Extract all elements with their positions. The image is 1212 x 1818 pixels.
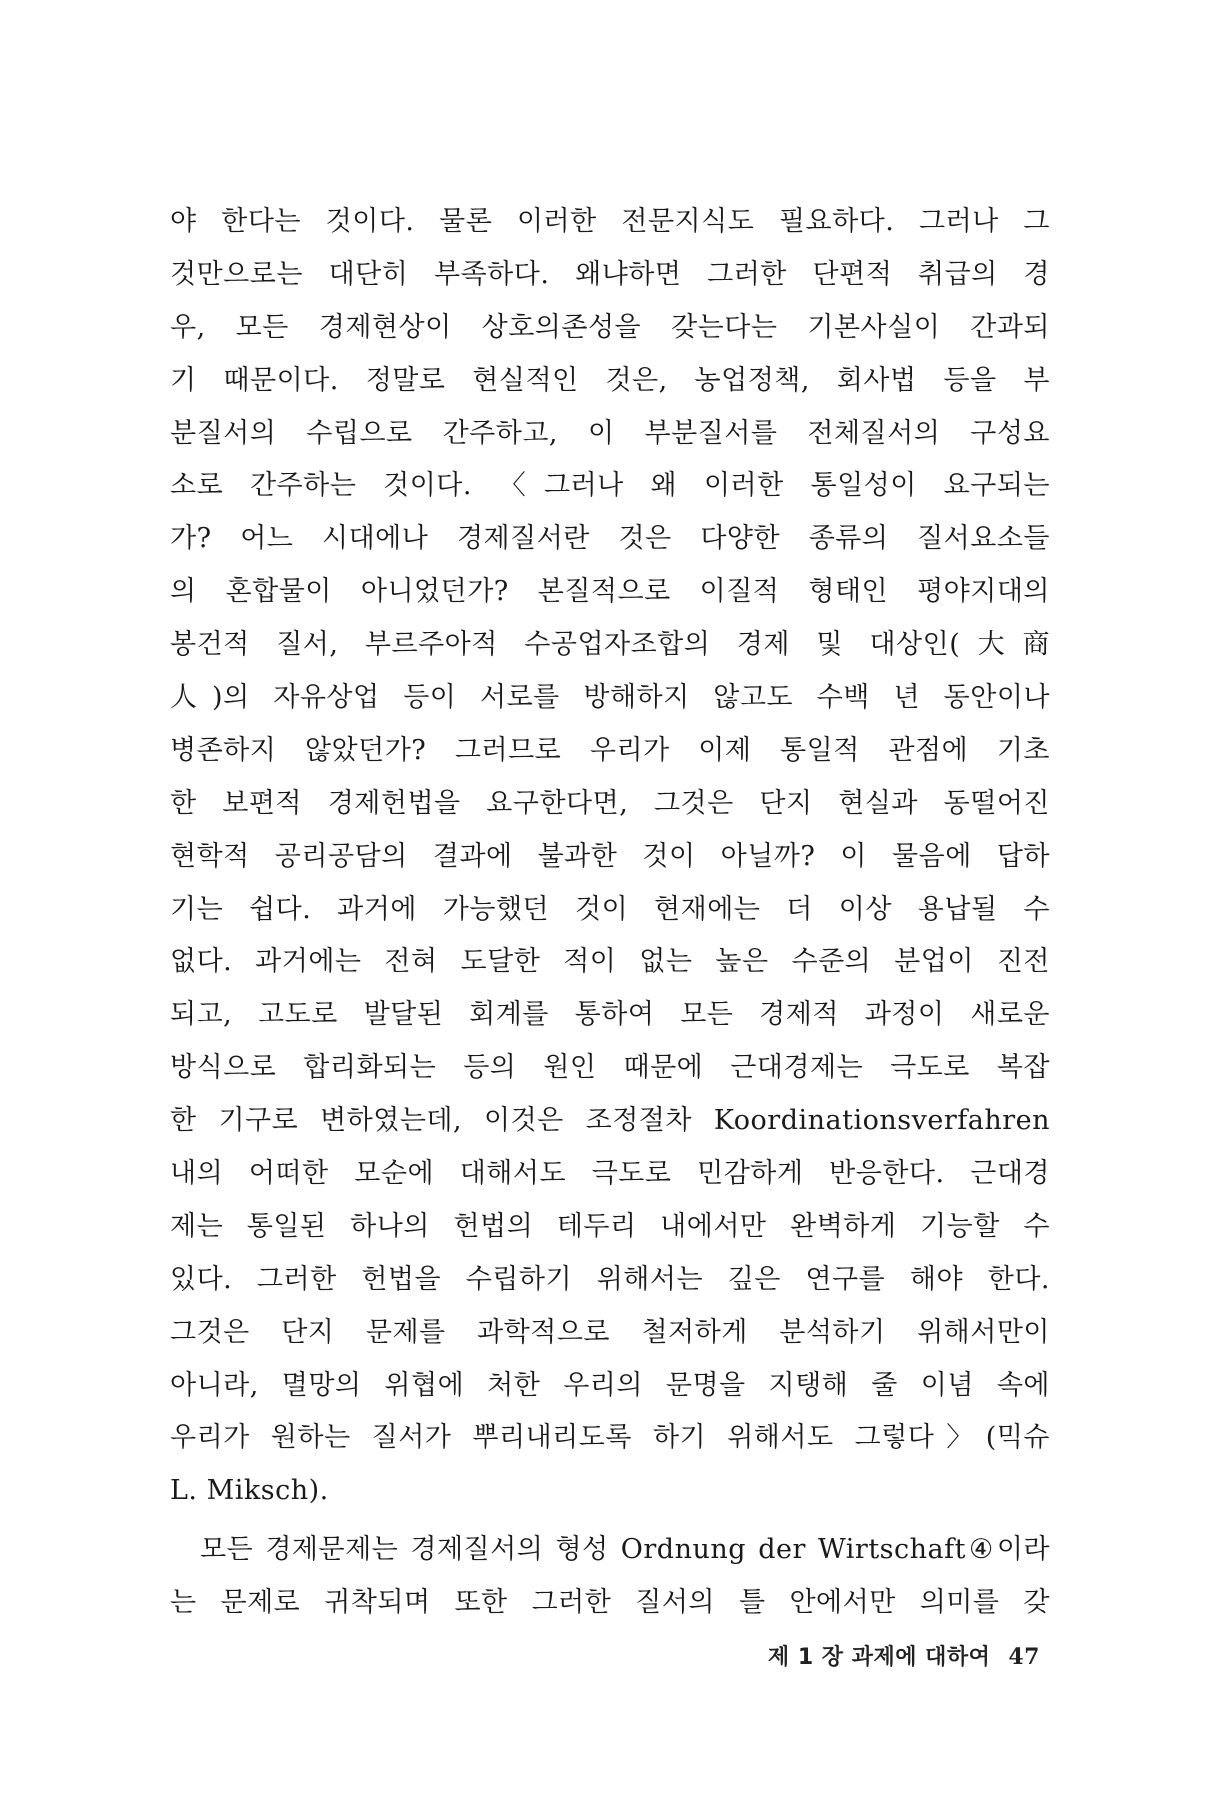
text-line: 우, 모든 경제현상이 상호의존성을 갖는다는 기본사실이 간과되 bbox=[170, 311, 1050, 343]
text-line: 병존하지 않았던가? 그러므로 우리가 이제 통일적 관점에 기초 bbox=[170, 734, 1050, 766]
text-line: 제는 통일된 하나의 헌법의 테두리 내에서만 완벽하게 기능할 수 bbox=[170, 1210, 1050, 1242]
text-line: L. Miksch). bbox=[170, 1475, 329, 1507]
text-line: 의 혼합물이 아니었던가? 본질적으로 이질적 형태인 평야지대의 bbox=[170, 576, 1050, 608]
text-line: 현학적 공리공담의 결과에 불과한 것이 아닐까? 이 물음에 답하 bbox=[170, 840, 1050, 872]
running-footer bbox=[700, 1640, 1040, 1671]
text-line: 방식으로 합리화되는 등의 원인 때문에 근대경제는 극도로 복잡 bbox=[170, 1052, 1050, 1084]
text-line: 한 보편적 경제헌법을 요구한다면, 그것은 단지 현실과 동떨어진 bbox=[170, 787, 1050, 819]
text-line: 소로 간주하는 것이다. 〈그러나 왜 이러한 통일성이 요구되는 bbox=[170, 470, 1050, 502]
text-line: 그것은 단지 문제를 과학적으로 철저하게 분석하기 위해서만이 bbox=[170, 1316, 1050, 1348]
chapter-title: 제 1 장 과제에 대하여 bbox=[767, 1645, 991, 1670]
text-line: 人)의 자유상업 등이 서로를 방해하지 않고도 수백 년 동안이나 bbox=[170, 682, 1050, 714]
text-line: 되고, 고도로 발달된 회계를 통하여 모든 경제적 과정이 새로운 bbox=[170, 999, 1050, 1031]
body-text bbox=[170, 196, 1050, 1630]
text-line: 야 한다는 것이다. 물론 이러한 전문지식도 필요하다. 그러나 그 bbox=[170, 206, 1050, 237]
paragraph-first-line: 모든 경제문제는 경제질서의 형성 Ordnung der Wirtschaft④이라 bbox=[200, 1534, 1050, 1566]
text-line: 우리가 원하는 질서가 뿌리내리도록 하기 위해서도 그렇다〉(믹슈 bbox=[170, 1422, 1050, 1454]
text-line: 없다. 과거에는 전혀 도달한 적이 없는 높은 수준의 분업이 진전 bbox=[170, 946, 1050, 978]
text-line: 분질서의 수립으로 간주하고, 이 부분질서를 전체질서의 구성요 bbox=[170, 417, 1050, 449]
text-line: 기는 쉽다. 과거에 가능했던 것이 현재에는 더 이상 용납될 수 bbox=[170, 893, 1050, 925]
text-line: 내의 어떠한 모순에 대해서도 극도로 민감하게 반응한다. 근대경 bbox=[170, 1158, 1050, 1190]
text-line: 한 기구로 변하였는데, 이것은 조정절차 Koordinationsverfahren bbox=[170, 1105, 1050, 1137]
text-line: 기 때문이다. 정말로 현실적인 것은, 농업정책, 회사법 등을 부 bbox=[170, 364, 1050, 396]
text-line: 는 문제로 귀착되며 또한 그러한 질서의 틀 안에서만 의미를 갖 bbox=[170, 1587, 1050, 1619]
text-line: 것만으로는 대단히 부족하다. 왜냐하면 그러한 단편적 취급의 경 bbox=[170, 258, 1050, 290]
page-number: 47 bbox=[1008, 1644, 1040, 1670]
text-line: 아니라, 멸망의 위협에 처한 우리의 문명을 지탱해 줄 이념 속에 bbox=[170, 1369, 1050, 1401]
text-line: 가? 어느 시대에나 경제질서란 것은 다양한 종류의 질서요소들 bbox=[170, 523, 1050, 555]
text-line: 봉건적 질서, 부르주아적 수공업자조합의 경제 및 대상인(大商 bbox=[170, 629, 1050, 661]
text-line: 있다. 그러한 헌법을 수립하기 위해서는 깊은 연구를 해야 한다. bbox=[170, 1263, 1050, 1295]
